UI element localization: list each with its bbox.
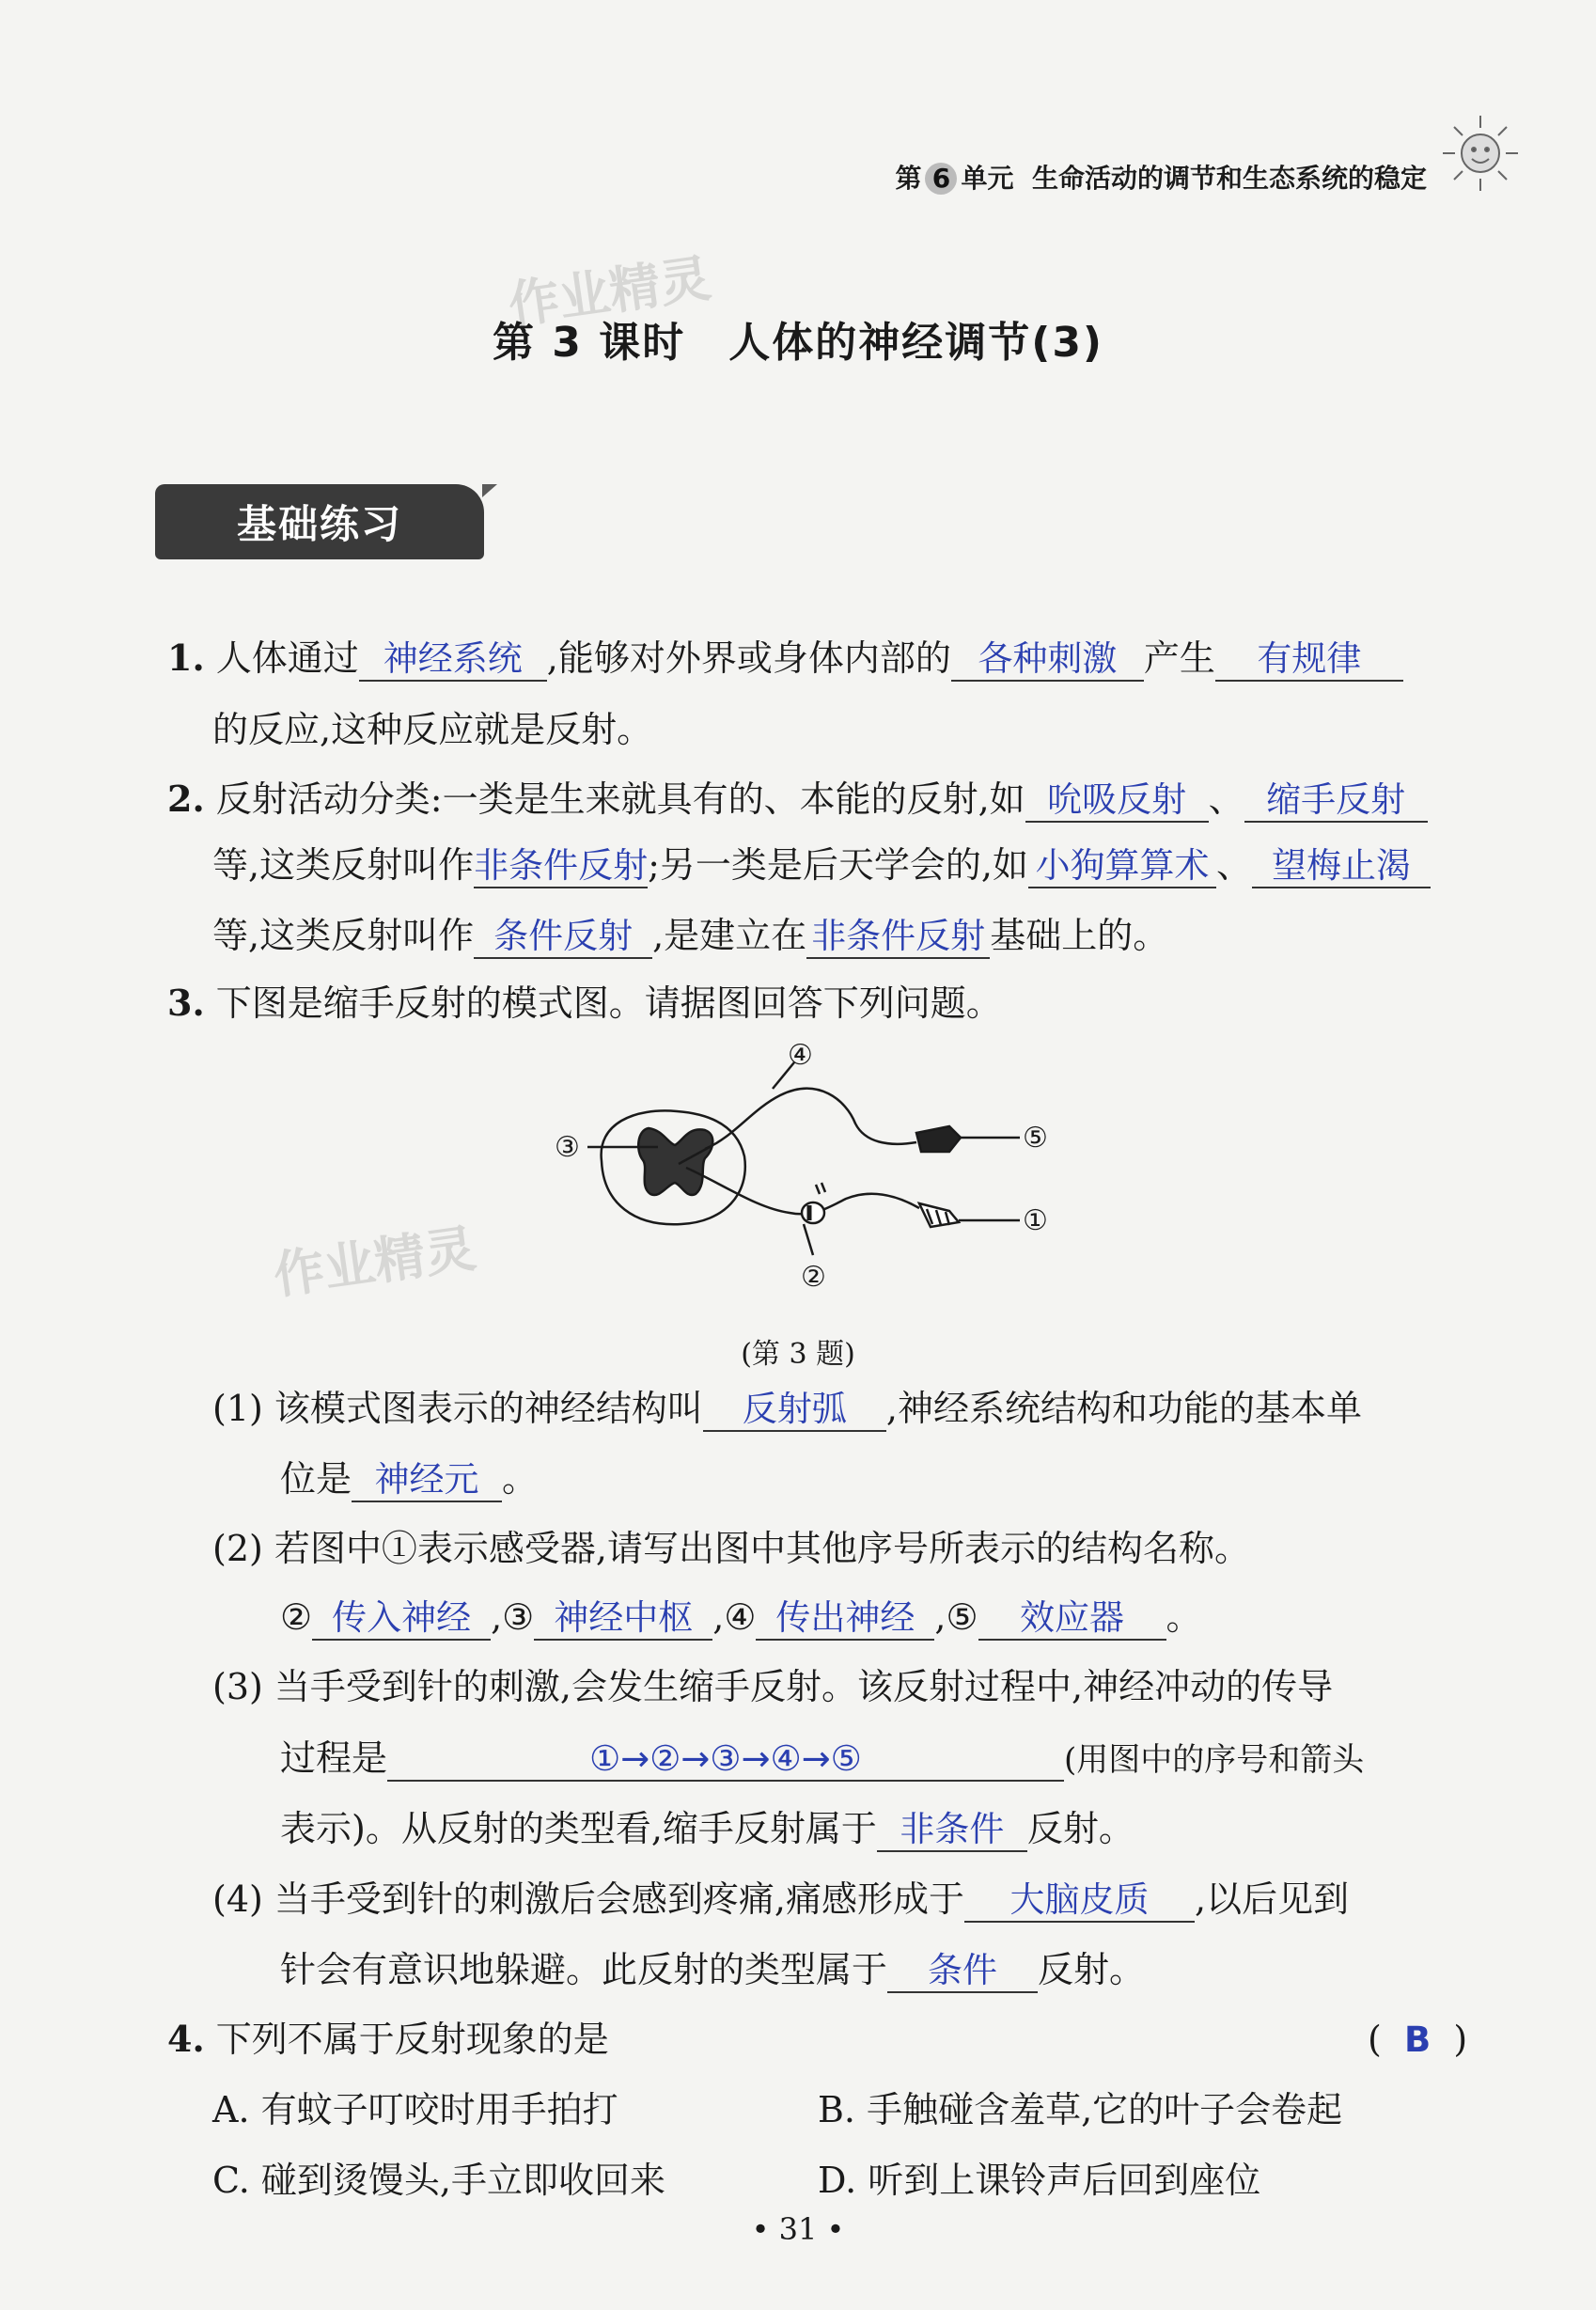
q3-p2-line1: (2) 若图中①表示感受器,请写出图中其他序号所表示的结构名称。 bbox=[212, 1528, 1250, 1569]
q3-p3-answer-2: 非条件 bbox=[877, 1810, 1027, 1852]
reflex-arc-diagram bbox=[545, 1044, 1053, 1316]
q2-answer-4: 小狗算算术 bbox=[1028, 846, 1216, 888]
q2-answer-7: 非条件反射 bbox=[806, 917, 990, 959]
q3-p4-answer-2: 条件 bbox=[887, 1951, 1038, 1993]
q3-p2-answer-5: 效应器 bbox=[978, 1598, 1166, 1641]
q4-option-a: A. 有蚊子叮咬时用手拍打 bbox=[212, 2089, 618, 2130]
q1-number: 1. bbox=[167, 636, 205, 679]
unit-title: 生命活动的调节和生态系统的稳定 bbox=[1031, 163, 1427, 194]
q3-p3-line2 bbox=[280, 1739, 1364, 1782]
q3-text: 针会有意识地躲避。此反射的类型属于 bbox=[280, 1949, 888, 1990]
q3-p2-answer-3: 神经中枢 bbox=[534, 1598, 712, 1641]
q1-text: 产生 bbox=[1143, 637, 1215, 679]
q1-line2: 的反应,这种反应就是反射。 bbox=[212, 709, 653, 750]
q2-text: 反射活动分类:一类是生来就具有的、本能的反射,如 bbox=[215, 778, 1025, 820]
q1-text: 人体通过 bbox=[215, 637, 359, 679]
q3-number: 3. bbox=[167, 982, 205, 1024]
sun-icon bbox=[1438, 111, 1523, 196]
q1-answer-2: 各种刺激 bbox=[951, 639, 1144, 682]
q4-option-c: C. 碰到烫馒头,手立即收回来 bbox=[212, 2160, 665, 2201]
q2-answer-3: 非条件反射 bbox=[474, 846, 648, 888]
q1-answer-3: 有规律 bbox=[1215, 639, 1403, 682]
q3-p1-line2 bbox=[280, 1460, 538, 1502]
q3-stem bbox=[167, 982, 1002, 1024]
ganglion bbox=[802, 1202, 824, 1223]
q4-stem bbox=[167, 2018, 609, 2060]
q2-answer-6: 条件反射 bbox=[474, 917, 652, 959]
q3-text: 。 bbox=[1166, 1596, 1202, 1638]
q3-text: 。 bbox=[502, 1458, 539, 1500]
figure-label-4: ④ bbox=[788, 1044, 813, 1072]
q2-text: ,是建立在 bbox=[652, 915, 807, 956]
q3-text: ,③ bbox=[491, 1596, 535, 1638]
q2-line3 bbox=[212, 917, 1168, 959]
figure-label-5: ⑤ bbox=[1023, 1122, 1048, 1155]
section-badge: 基础练习 bbox=[155, 484, 484, 559]
q3-p2-line2 bbox=[280, 1598, 1202, 1641]
q2-text: 、 bbox=[1208, 778, 1244, 820]
q4-paren-left: ( bbox=[1368, 2019, 1382, 2060]
q2-number: 2. bbox=[167, 778, 205, 820]
q2-text: 、 bbox=[1215, 844, 1252, 886]
unit-prefix: 第 bbox=[895, 163, 922, 194]
q3-text: ,神经系统结构和功能的基本单 bbox=[885, 1388, 1363, 1429]
q1-line1 bbox=[167, 636, 1403, 682]
q2-answer-5: 望梅止渴 bbox=[1252, 846, 1431, 888]
q3-p4-answer-1: 大脑皮质 bbox=[964, 1880, 1195, 1923]
q3-p3-answer-1: ①→②→③→④→⑤ bbox=[387, 1739, 1064, 1782]
q3-p3-line3 bbox=[280, 1810, 1134, 1852]
watermark-middle: 作业精灵 bbox=[270, 1218, 479, 1306]
q3-p2-answer-2: 传入神经 bbox=[312, 1598, 491, 1641]
q3-text: 位是 bbox=[280, 1458, 352, 1500]
figure-caption: (第 3 题) bbox=[741, 1338, 855, 1371]
q2-line1 bbox=[167, 780, 1428, 823]
q3-p1-answer-1: 反射弧 bbox=[703, 1390, 886, 1432]
grey-matter bbox=[638, 1128, 712, 1195]
q4-paren-right: ) bbox=[1453, 2019, 1468, 2060]
q4-answer: B bbox=[1404, 2019, 1432, 2060]
q2-answer-2: 缩手反射 bbox=[1244, 780, 1428, 823]
q3-p4-line2 bbox=[280, 1951, 1145, 1993]
q2-text: 等,这类反射叫作 bbox=[212, 844, 475, 886]
q3-p4-line1 bbox=[212, 1880, 1349, 1923]
q3-text: (1) 该模式图表示的神经结构叫 bbox=[212, 1388, 703, 1429]
q3-text: ② bbox=[280, 1596, 313, 1638]
q4-answer-bracket bbox=[1368, 2019, 1468, 2060]
q3-text: (4) 当手受到针的刺激后会感到疼痛,痛感形成于 bbox=[212, 1878, 964, 1920]
q4-number: 4. bbox=[167, 2018, 205, 2060]
q2-text: ;另一类是后天学会的,如 bbox=[648, 844, 1028, 886]
q1-answer-1: 神经系统 bbox=[359, 639, 547, 682]
figure-label-1: ① bbox=[1023, 1204, 1048, 1237]
q3-text: 表示)。从反射的类型看,缩手反射属于 bbox=[280, 1808, 877, 1849]
figure-label-2: ② bbox=[801, 1261, 826, 1294]
lesson-title: 第 3 课时 人体的神经调节(3) bbox=[492, 319, 1104, 367]
q2-text: 基础上的。 bbox=[990, 915, 1169, 956]
q2-text: 等,这类反射叫作 bbox=[212, 915, 475, 956]
q3-p1-answer-2: 神经元 bbox=[352, 1460, 502, 1502]
q3-text: (用图中的序号和箭头 bbox=[1064, 1741, 1365, 1779]
q4-option-b: B. 手触碰含羞草,它的叶子会卷起 bbox=[818, 2089, 1343, 2130]
q1-text: ,能够对外界或身体内部的 bbox=[546, 637, 951, 679]
q3-text: 反射。 bbox=[1038, 1949, 1146, 1990]
q2-answer-1: 吮吸反射 bbox=[1025, 780, 1209, 823]
q3-text: 过程是 bbox=[280, 1737, 388, 1779]
q3-text: ,④ bbox=[712, 1596, 757, 1638]
q4-option-d: D. 听到上课铃声后回到座位 bbox=[818, 2160, 1261, 2201]
q3-text: 反射。 bbox=[1026, 1808, 1134, 1849]
figure-label-3: ③ bbox=[555, 1131, 580, 1164]
q3-text: ,以后见到 bbox=[1195, 1878, 1350, 1920]
q3-p3-line1: (3) 当手受到针的刺激,会发生缩手反射。该反射过程中,神经冲动的传导 bbox=[212, 1666, 1334, 1707]
q3-text: ,⑤ bbox=[934, 1596, 978, 1638]
watermark-top: 作业精灵 bbox=[505, 248, 714, 336]
q3-p2-answer-4: 传出神经 bbox=[756, 1598, 934, 1641]
effector bbox=[916, 1126, 961, 1152]
page-number: • 31 • bbox=[751, 2211, 845, 2247]
unit-number: 6 bbox=[925, 163, 957, 195]
unit-suffix: 单元 bbox=[961, 163, 1014, 194]
unit-header bbox=[895, 158, 1427, 196]
q3-stem-text: 下图是缩手反射的模式图。请据图回答下列问题。 bbox=[215, 982, 1002, 1024]
q4-stem-text: 下列不属于反射现象的是 bbox=[215, 2019, 609, 2060]
q2-line2 bbox=[212, 846, 1431, 888]
q3-p1-line1 bbox=[212, 1390, 1362, 1432]
